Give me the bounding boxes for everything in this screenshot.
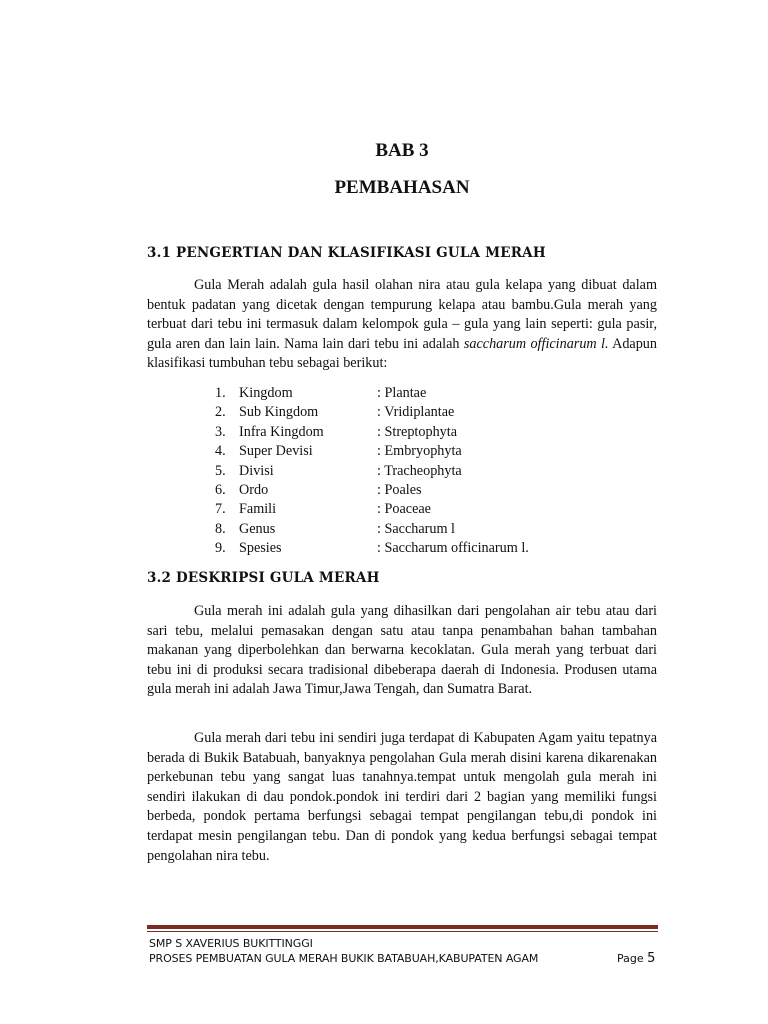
classification-number: 6. bbox=[215, 481, 226, 498]
page-label: Page bbox=[617, 952, 644, 965]
classification-row bbox=[215, 403, 637, 422]
classification-number: 4. bbox=[215, 443, 226, 460]
chapter-title: PEMBAHASAN bbox=[334, 177, 470, 198]
page-number: 5 bbox=[647, 951, 656, 966]
classification-row bbox=[215, 520, 637, 539]
classification-value: : Vridiplantae bbox=[377, 404, 455, 421]
paragraph-pengertian bbox=[147, 276, 657, 374]
classification-value: : Streptophyta bbox=[377, 423, 457, 440]
classification-value: : Saccharum officinarum l. bbox=[377, 540, 529, 557]
classification-term: Famili bbox=[239, 501, 277, 518]
footer-document-title: PROSES PEMBUATAN GULA MERAH BUKIK BATABUAH,KABUPATEN AGAM bbox=[149, 952, 539, 965]
classification-row bbox=[215, 442, 637, 461]
footer-page-number bbox=[617, 951, 655, 966]
classification-row bbox=[215, 423, 637, 442]
classification-number: 7. bbox=[215, 501, 226, 518]
classification-value: : Tracheophyta bbox=[377, 462, 462, 479]
classification-term: Genus bbox=[239, 520, 276, 537]
paragraph-text: Adapun klasifikasi tumbuhan tebu sebagai berikut: bbox=[147, 335, 657, 372]
classification-value: : Poaceae bbox=[377, 501, 431, 518]
classification-term: Super Devisi bbox=[239, 443, 313, 460]
classification-number: 1. bbox=[215, 385, 226, 401]
chapter-number: BAB 3 bbox=[375, 140, 429, 161]
classification-value: : Embryophyta bbox=[377, 443, 462, 460]
classification-value: : Plantae bbox=[377, 385, 427, 401]
classification-term: Divisi bbox=[239, 462, 274, 479]
classification-number: 8. bbox=[215, 520, 226, 537]
classification-number: 5. bbox=[215, 462, 226, 479]
paragraph-text: Gula Merah adalah gula hasil olahan nira atau gula kelapa yang dibuat dalam bentuk padatan yang dicetak dengan tempurung kelapa atau bambu.Gula merah yang terbuat dari tebu ini termasuk dalam kelompok gula – gula yang lain seperti: gula pasir, gula aren dan lain lain. Nama lain dari tebu ini adalah bbox=[147, 277, 657, 352]
classification-row bbox=[215, 481, 637, 500]
paragraph-deskripsi-2: Gula merah dari tebu ini sendiri juga terdapat di Kabupaten Agam yaitu tepatnya berada di Bukik Batabuah, banyaknya pengolahan Gula merah disini karena dikarenakan perkebunan tebu yang sangat luas tanahnya.tempat untuk mengolah gula merah ini sendiri ilakukan di dau pondok.pondok ini terdiri dari 2 bagian yang memiliki fungsi berbeda, pondok pertama berfungsi sebagai tempat pengilangan tebu,di pondok ini terdapat mesin pengilangan tebu. Dan di pondok yang kedua berfungsi sebagai tempat pengolahan nira tebu. bbox=[147, 730, 657, 864]
classification-value: : Saccharum l bbox=[377, 520, 456, 537]
classification-term: Kingdom bbox=[239, 385, 293, 401]
classification-row bbox=[215, 539, 637, 558]
classification-row bbox=[215, 500, 637, 519]
classification-term: Spesies bbox=[239, 540, 282, 557]
classification-list bbox=[215, 384, 637, 559]
classification-number: 2. bbox=[215, 404, 226, 421]
classification-value: : Poales bbox=[377, 481, 422, 498]
classification-row bbox=[215, 384, 637, 403]
footer-rule-thick bbox=[147, 925, 658, 929]
section-heading-pengertian: 3.1 PENGERTIAN DAN KLASIFIKASI GULA MERAH bbox=[147, 245, 546, 261]
classification-term: Infra Kingdom bbox=[239, 423, 324, 440]
section-heading-deskripsi: 3.2 DESKRIPSI GULA MERAH bbox=[147, 570, 380, 586]
classification-number: 3. bbox=[215, 423, 226, 440]
paragraph-deskripsi-1: Gula merah ini adalah gula yang dihasilkan dari pengolahan air tebu atau dari sari tebu, melalui pemasakan dengan satu atau tanpa penambahan bahan tambahan makanan yang diperbolehkan dan berwarna kecoklatan. Gula merah yang terbuat dari tebu ini di produksi secara tradisional dibeberapa daerah di Indonesia. Produsen utama gula merah ini adalah Jawa Timur,Jawa Tengah, dan Sumatra Barat. bbox=[147, 603, 657, 698]
classification-number: 9. bbox=[215, 540, 226, 557]
classification-row bbox=[215, 462, 637, 481]
classification-term: Ordo bbox=[239, 481, 269, 498]
scientific-name: saccharum officinarum l. bbox=[463, 335, 609, 352]
footer-rule-thin bbox=[147, 931, 658, 932]
classification-term: Sub Kingdom bbox=[239, 404, 319, 421]
footer-school-name: SMP S XAVERIUS BUKITTINGGI bbox=[149, 937, 313, 950]
